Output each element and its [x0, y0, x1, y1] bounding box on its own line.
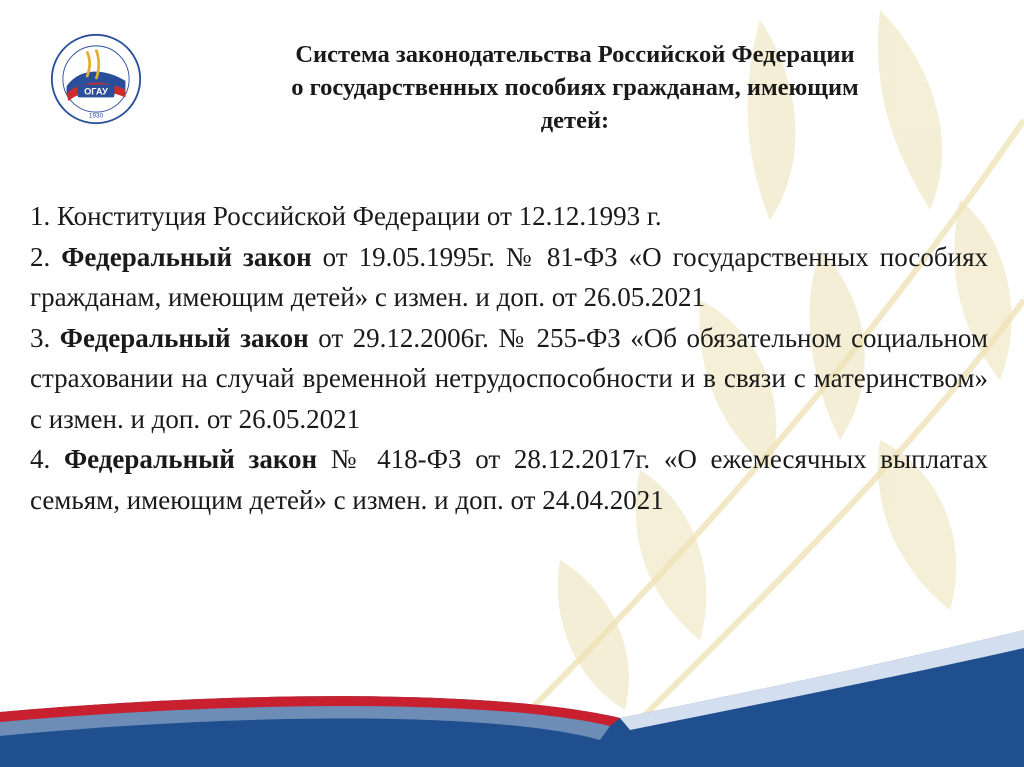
law-item-number: 2.	[30, 241, 51, 272]
law-item-lead: Федеральный закон	[50, 322, 309, 353]
law-item-text: от 29.12.2006г. № 255-ФЗ «Об обязательном социальном страховании на случай временной нетрудоспособности и в связи с материнством» с измен. и доп. от 26.05.2021	[30, 322, 988, 434]
slide-title	[160, 38, 990, 137]
title-line-3: детей:	[540, 107, 610, 134]
law-item-2	[30, 237, 988, 318]
law-item-number: 4.	[30, 444, 51, 474]
law-list	[30, 196, 988, 520]
law-item-text: № 418-ФЗ от 28.12.2017г. «О ежемесячных выплатах семьям, имеющим детей» с измен. и доп. от 24.04.2021	[30, 444, 988, 515]
law-item-4	[30, 439, 988, 520]
law-item-3	[30, 318, 988, 440]
law-item-1	[30, 196, 988, 237]
law-item-number: 3.	[30, 322, 51, 353]
law-item-lead: Федеральный закон	[50, 241, 312, 272]
law-item-text: от 19.05.1995г. № 81-ФЗ «О государственных пособиях гражданам, имеющим детей» с измен. и доп. от 26.05.2021	[30, 241, 988, 312]
law-item-text: Конституция Российской Федерации от 12.12.1993 г.	[50, 201, 662, 231]
law-item-lead: Федеральный закон	[50, 444, 318, 474]
logo-abbr: ОГАУ	[84, 86, 108, 97]
logo-year: 1930	[88, 112, 104, 120]
title-line-2: о государственных пособиях гражданам, имеющим	[291, 74, 859, 101]
university-logo	[50, 33, 142, 125]
law-item-number: 1.	[30, 201, 51, 231]
title-line-1: Система законодательства Российской Федерации	[295, 41, 855, 68]
